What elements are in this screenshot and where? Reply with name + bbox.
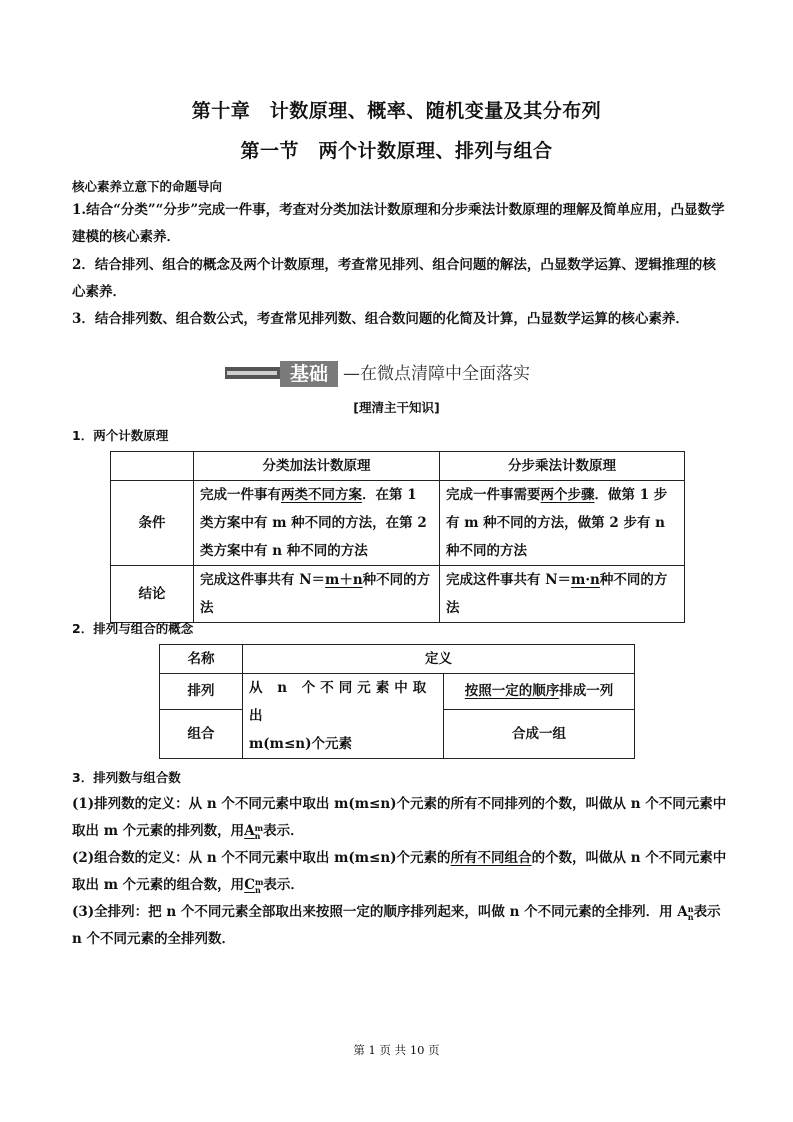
table-row <box>111 481 685 566</box>
section1-heading: 1．两个计数原理 <box>72 428 169 443</box>
table-row <box>160 674 635 710</box>
paragraph-text: 表示 n 个不同元素的全排列数． <box>72 904 721 947</box>
guide-item-2: 2．结合排列、组合的概念及两个计数原理，考查常见排列、组合问题的解法，凸显数学运算、逻辑推理的核心素养． <box>72 257 716 300</box>
guide-item-1: 1.结合“分类”“分步”完成一件事，考查对分类加法计数原理和分步乘法计数原理的理解及简单应用，凸显数学建模的核心素养． <box>72 202 725 245</box>
cell-text: 排成一列 <box>559 683 614 700</box>
symbol-letter: A <box>244 823 255 839</box>
symbol-sup: m <box>254 822 264 833</box>
paragraph-text: (2)组合数的定义：从 n 个不同元素中取出 m(m≤n)个元素的 <box>72 850 451 866</box>
symbol-sub: n <box>687 911 694 922</box>
banner-bar-highlight <box>227 371 277 375</box>
cell-underlined-text: m＋n <box>325 572 363 588</box>
table-header-cell: 定义 <box>243 645 635 674</box>
symbol-sub: n <box>254 884 261 895</box>
cell-text: ．在第 1 类方案中有 m 种不同的方法，在第 2 类方案中有 n 种不同的方法 <box>200 487 427 559</box>
row-label: 结论 <box>111 566 194 623</box>
banner-tag: 基础 <box>280 361 338 387</box>
definition-full-permutation <box>72 899 727 953</box>
cell-text: 完成一件事有 <box>200 487 281 503</box>
guide-item-3: 3．结合排列数、组合数公式，考查常见排列数、组合数问题的化简及计算，凸显数学运算的核心素养． <box>72 311 689 327</box>
combination-symbol <box>244 877 263 893</box>
row-label: 条件 <box>111 481 194 566</box>
cell-text: ．做第 1 步有 m 种不同的方法，做第 2 步有 n 种不同的方法 <box>446 487 668 559</box>
cell-text: 完成一件事需要 <box>446 487 541 503</box>
cell-text: 种不同的方法 <box>446 572 668 616</box>
table-cell <box>194 481 440 566</box>
table-cell: 合成一组 <box>444 709 635 758</box>
cell-underlined-text: 两类不同方案 <box>281 487 362 503</box>
guide-heading: 核心素养立意下的命题导向 <box>72 179 223 194</box>
table-cell-shared-definition <box>243 674 444 759</box>
paragraph-text: (3)全排列：把 n 个不同元素全部取出来按照一定的顺序排列起来，叫做 n 个不同元素的全排列．用 A <box>72 904 688 920</box>
symbol-sub: n <box>254 830 261 841</box>
sub-heading: [理清主干知识] <box>353 400 440 415</box>
table-header-cell: 分类加法计数原理 <box>194 452 440 481</box>
section3-heading: 3．排列数与组合数 <box>72 770 181 785</box>
table-header-row <box>111 452 685 481</box>
table-header-row <box>160 645 635 674</box>
cell-text: 种不同的方法 <box>200 572 431 616</box>
banner-subtitle: —在微点清障中全面落实 <box>343 364 530 384</box>
symbol-sup: n <box>687 903 694 914</box>
table-cell <box>194 566 440 623</box>
row-label: 排列 <box>160 674 243 710</box>
basics-banner <box>225 361 565 387</box>
table-header-cell: 名称 <box>160 645 243 674</box>
table-corner-cell <box>111 452 194 481</box>
symbol-sup: m <box>254 876 264 887</box>
cell-underlined-text: 两个步骤 <box>540 487 595 503</box>
row-label: 组合 <box>160 709 243 758</box>
cell-text: 完成这件事共有 N＝ <box>200 572 326 588</box>
chapter-title: 第十章 计数原理、概率、随机变量及其分布列 <box>191 100 602 122</box>
permutation-combination-table <box>159 644 635 759</box>
counting-principles-table <box>110 451 685 623</box>
section-title: 第一节 两个计数原理、排列与组合 <box>240 140 553 162</box>
table-header-cell: 分步乘法计数原理 <box>440 452 685 481</box>
paragraph-text: 表示． <box>263 877 304 893</box>
symbol-letter: C <box>244 877 255 893</box>
table-cell <box>440 566 685 623</box>
definition-permutation-number <box>72 791 727 845</box>
table-cell <box>440 481 685 566</box>
cell-underlined-text: 按照一定的顺序 <box>464 683 560 700</box>
paragraph-text: 表示． <box>263 823 304 839</box>
paragraph-text: 的个数，叫做从 n 个不同元素中取出 m 个元素的组合数，用 <box>72 850 727 893</box>
underlined-text: 所有不同组合 <box>450 850 532 866</box>
paragraph-text: (1)排列数的定义：从 n 个不同元素中取出 m(m≤n)个元素的所有不同排列的个数，叫做从 n 个不同元素中取出 m 个元素的排列数，用 <box>72 796 727 839</box>
permutation-symbol <box>244 823 263 839</box>
cell-text: 完成这件事共有 N＝ <box>446 572 572 588</box>
cell-underlined-text: m·n <box>571 572 600 588</box>
table-row <box>111 566 685 623</box>
definition-combination-number <box>72 845 727 899</box>
cell-text: m(m≤n)个元素 <box>249 736 352 752</box>
cell-text: 从 n 个不同元素中取出 <box>249 680 432 724</box>
table-cell <box>444 674 635 710</box>
section2-heading: 2．排列与组合的概念 <box>72 621 194 636</box>
page-footer: 第 1 页 共 10 页 <box>353 1043 440 1057</box>
